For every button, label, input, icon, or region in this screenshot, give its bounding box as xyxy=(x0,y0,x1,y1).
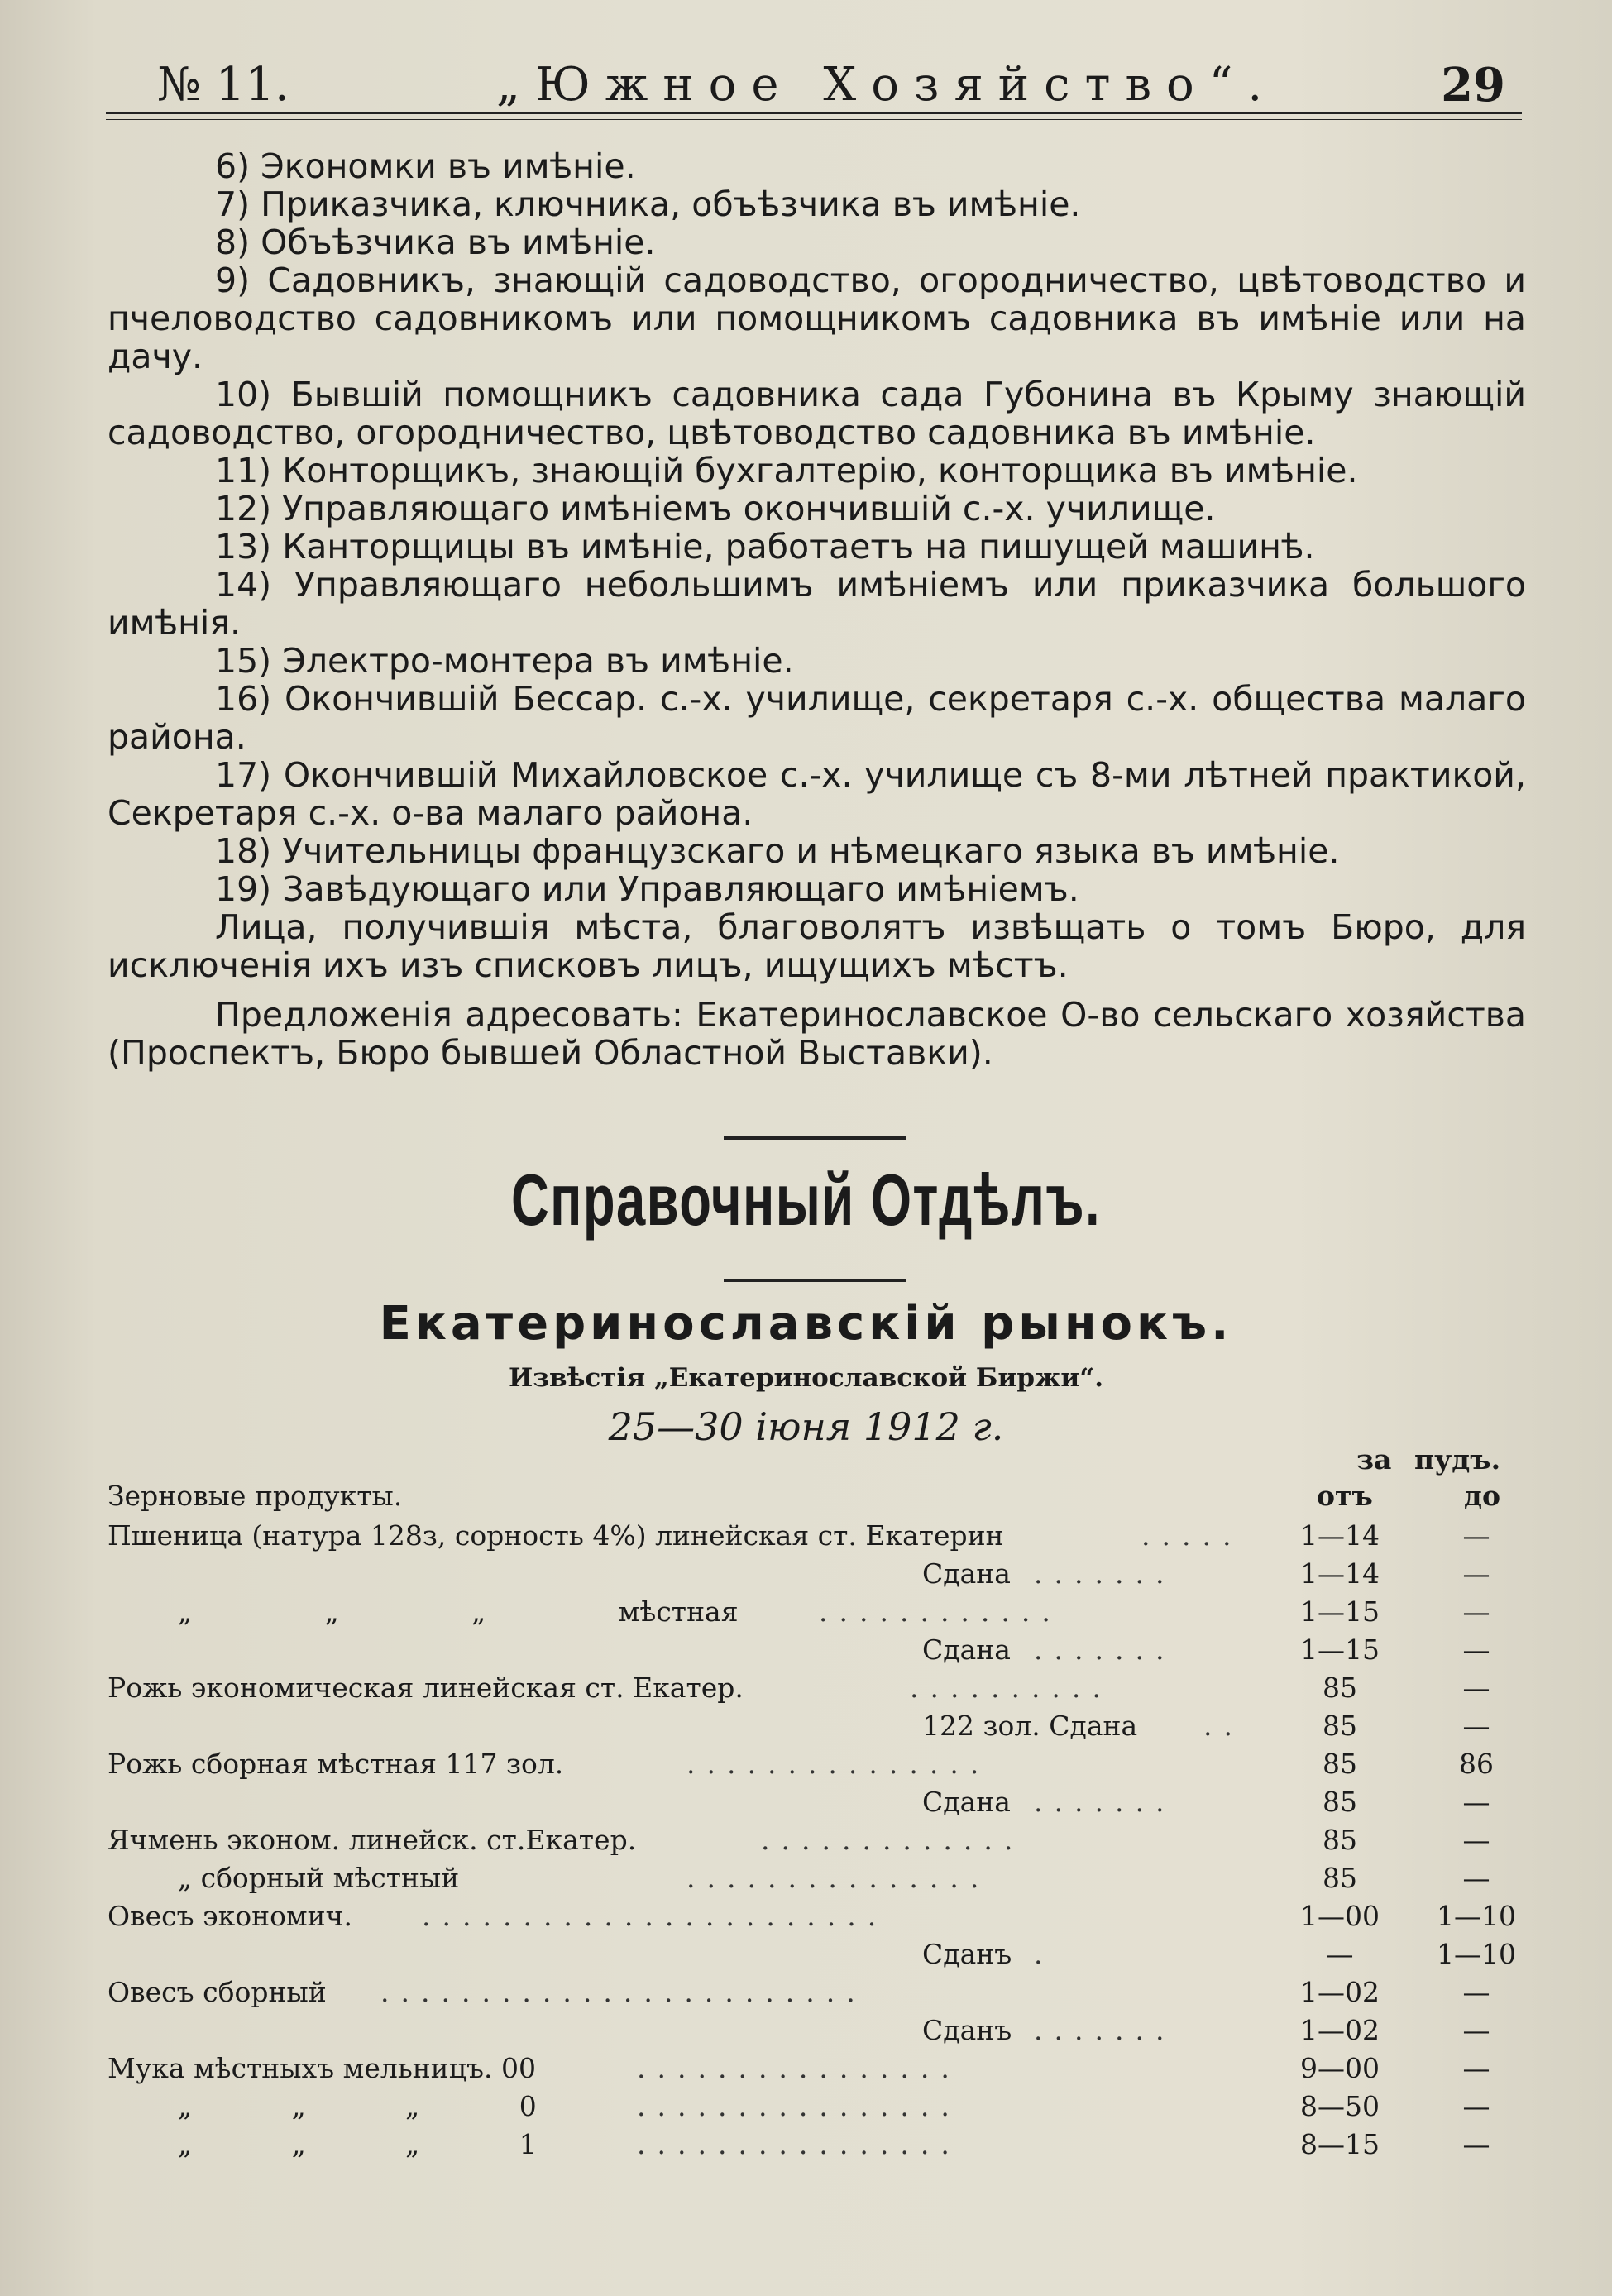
row-to: — xyxy=(1462,1710,1490,1742)
header-group: Зерновые продукты. xyxy=(108,1480,403,1512)
header-from: отъ xyxy=(1317,1480,1373,1512)
header-rule xyxy=(106,112,1522,114)
leader-dots: ....................... xyxy=(422,1900,888,1932)
vacancy-item: 7) Приказчика, ключника, объѣзчика въ имѣніе. xyxy=(215,184,1081,224)
vacancy-item: 13) Канторщицы въ имѣніе, работаетъ на пишущей машинѣ. xyxy=(215,527,1315,567)
table-row xyxy=(108,1748,1530,1786)
row-label: Ячмень эконом. линейск. ст.Екатер. xyxy=(108,1824,637,1856)
address-paragraph: Предложенія адресовать: Екатеринославское О-во сельскаго хозяйства (Проспектъ, Бюро бывшей Областной Выставки). xyxy=(108,995,1526,1073)
row-to: — xyxy=(1462,1557,1490,1590)
row-label: Рожь экономическая линейская ст. Екатер. xyxy=(108,1672,744,1704)
row-label: Рожь сборная мѣстная 117 зол. xyxy=(108,1748,564,1780)
leader-dots: .. xyxy=(1203,1710,1244,1742)
row-label: 122 зол. Сдана xyxy=(922,1710,1138,1742)
table-row xyxy=(108,1824,1530,1862)
header-rule-thin xyxy=(106,119,1522,120)
vacancy-item: 19) Завѣдующаго или Управляющаго имѣніемъ. xyxy=(215,869,1079,909)
table-row xyxy=(108,1634,1530,1672)
market-title: Екатеринославскій рынокъ. xyxy=(379,1297,1233,1351)
leader-dots: ............... xyxy=(686,1862,991,1894)
row-to: — xyxy=(1462,1824,1490,1856)
table-row xyxy=(108,1519,1530,1557)
leader-dots: ....... xyxy=(1034,1557,1176,1590)
leader-dots: ................ xyxy=(637,2052,961,2084)
row-label: „ „ „ мѣстная xyxy=(178,1595,739,1628)
row-from: 1—15 xyxy=(1300,1634,1380,1666)
vacancy-item: 10) Бывшій помощникъ садовника сада Губонина въ Крыму знающій садоводство, огородничество, цвѣтоводство садовника въ имѣніе. xyxy=(108,375,1526,452)
row-label: Пшеница (натура 128з, сорность 4%) линейская ст. Екатерин xyxy=(108,1519,1004,1552)
vacancy-item: 9) Садовникъ, знающій садоводство, огородничество, цвѣтоводство и пчеловодство садовникомъ или помощникомъ садовника въ имѣніе или на дачу. xyxy=(108,261,1526,376)
date-line: 25—30 іюня 1912 г. xyxy=(608,1404,1004,1449)
leader-dots: ................ xyxy=(637,2090,961,2122)
vacancy-item: 8) Объѣзчика въ имѣніе. xyxy=(215,222,656,262)
leader-dots: ....... xyxy=(1034,1786,1176,1818)
page-number: 29 xyxy=(1441,58,1505,112)
vacancy-item: 11) Конторщикъ, знающій бухгалтерію, конторщика въ имѣніе. xyxy=(215,451,1358,490)
row-to: — xyxy=(1462,1786,1490,1818)
row-label: Сданъ xyxy=(922,1938,1012,1970)
row-label: Сданъ xyxy=(922,2014,1012,2046)
row-label: „ „ „ 0 xyxy=(178,2090,537,2122)
leader-dots: ................ xyxy=(637,2128,961,2160)
leader-dots: ..... xyxy=(1141,1519,1243,1552)
row-from: 85 xyxy=(1323,1672,1357,1704)
leader-dots: .......... xyxy=(910,1672,1112,1704)
vacancy-item: 16) Окончившій Бессар. с.-х. училище, секретаря с.-х. общества малаго района. xyxy=(108,679,1526,757)
section-rule-top xyxy=(724,1136,906,1140)
row-from: 1—14 xyxy=(1300,1557,1380,1590)
table-row xyxy=(108,1976,1530,2014)
row-to: — xyxy=(1462,2090,1490,2122)
row-from: 85 xyxy=(1323,1748,1357,1780)
leader-dots: ........................ xyxy=(380,1976,867,2008)
section-title: Справочный Отдѣлъ. xyxy=(510,1159,1102,1241)
row-from: 1—15 xyxy=(1300,1595,1380,1628)
notice-paragraph: Лица, получившія мѣста, благоволятъ извѣщать о томъ Бюро, для исключенія ихъ изъ списковъ лицъ, ищущихъ мѣстъ. xyxy=(108,907,1526,985)
vacancy-item: 14) Управляющаго небольшимъ имѣніемъ или приказчика большого имѣнія. xyxy=(108,565,1526,643)
row-to: — xyxy=(1462,1862,1490,1894)
row-label: Овесъ сборный xyxy=(108,1976,327,2008)
row-to: — xyxy=(1462,1595,1490,1628)
leader-dots: ....... xyxy=(1034,1634,1176,1666)
vacancy-item: 15) Электро-монтера въ имѣніе. xyxy=(215,641,794,681)
table-row xyxy=(108,1786,1530,1824)
table-row xyxy=(108,2052,1530,2090)
table-row xyxy=(108,1672,1530,1710)
row-to: 1—10 xyxy=(1437,1900,1516,1932)
section-rule-bottom xyxy=(724,1279,906,1282)
row-from: 1—02 xyxy=(1300,1976,1380,2008)
table-row xyxy=(108,1862,1530,1900)
leader-dots: ............. xyxy=(761,1824,1025,1856)
table-row xyxy=(108,1557,1530,1595)
row-label: Сдана xyxy=(922,1634,1011,1666)
row-from: 9—00 xyxy=(1300,2052,1380,2084)
row-to: 1—10 xyxy=(1437,1938,1516,1970)
leader-dots: ....... xyxy=(1034,2014,1176,2046)
row-to: — xyxy=(1462,1976,1490,2008)
page-header xyxy=(108,58,1514,116)
row-from: 85 xyxy=(1323,1710,1357,1742)
vacancy-item: 17) Окончившій Михайловское с.-х. училище съ 8-ми лѣтней практикой, Секретаря с.-х. о-ва малаго района. xyxy=(108,755,1526,833)
row-to: — xyxy=(1462,2128,1490,2160)
table-row xyxy=(108,2090,1530,2128)
vacancy-item: 12) Управляющаго имѣніемъ окончившій с.-х. училище. xyxy=(215,489,1216,529)
row-label: „ сборный мѣстный xyxy=(178,1862,460,1894)
row-to: — xyxy=(1462,1634,1490,1666)
price-table-header xyxy=(108,1443,1530,1519)
leader-dots: ............ xyxy=(819,1595,1062,1628)
table-row xyxy=(108,1595,1530,1634)
row-from: 85 xyxy=(1323,1824,1357,1856)
row-from: 85 xyxy=(1323,1786,1357,1818)
row-from: 1—14 xyxy=(1300,1519,1380,1552)
source-line: Извѣстія „Екатеринославской Биржи“. xyxy=(508,1363,1104,1393)
row-from: 8—15 xyxy=(1300,2128,1380,2160)
row-to: — xyxy=(1462,2052,1490,2084)
table-row xyxy=(108,1900,1530,1938)
row-from: 1—02 xyxy=(1300,2014,1380,2046)
row-label: Овесъ экономич. xyxy=(108,1900,352,1932)
price-table xyxy=(108,1443,1530,2166)
row-from: 1—00 xyxy=(1300,1900,1380,1932)
row-label: Сдана xyxy=(922,1786,1011,1818)
vacancy-list xyxy=(108,147,1526,1072)
issue-number: № 11. xyxy=(157,58,289,112)
header-to: до xyxy=(1464,1480,1501,1512)
table-row xyxy=(108,2014,1530,2052)
table-row xyxy=(108,2128,1530,2166)
leader-dots: ............... xyxy=(686,1748,991,1780)
header-za: за xyxy=(1356,1443,1392,1476)
row-to: 86 xyxy=(1459,1748,1494,1780)
row-from: 85 xyxy=(1323,1862,1357,1894)
vacancy-item: 6) Экономки въ имѣніе. xyxy=(215,146,636,186)
leader-dots: . xyxy=(1034,1938,1055,1970)
row-to: — xyxy=(1462,1519,1490,1552)
row-label: Сдана xyxy=(922,1557,1011,1590)
row-from: 8—50 xyxy=(1300,2090,1380,2122)
row-from: — xyxy=(1326,1938,1354,1970)
header-pud: пудъ. xyxy=(1414,1443,1501,1476)
vacancy-item: 18) Учительницы французскаго и нѣмецкаго языка въ имѣніе. xyxy=(215,831,1340,871)
row-to: — xyxy=(1462,2014,1490,2046)
row-label: „ „ „ 1 xyxy=(178,2128,537,2160)
table-row xyxy=(108,1938,1530,1976)
row-label: Мука мѣстныхъ мельницъ. 00 xyxy=(108,2052,536,2084)
row-to: — xyxy=(1462,1672,1490,1704)
journal-title: „Южное Хозяйство“. xyxy=(496,58,1278,112)
table-row xyxy=(108,1710,1530,1748)
